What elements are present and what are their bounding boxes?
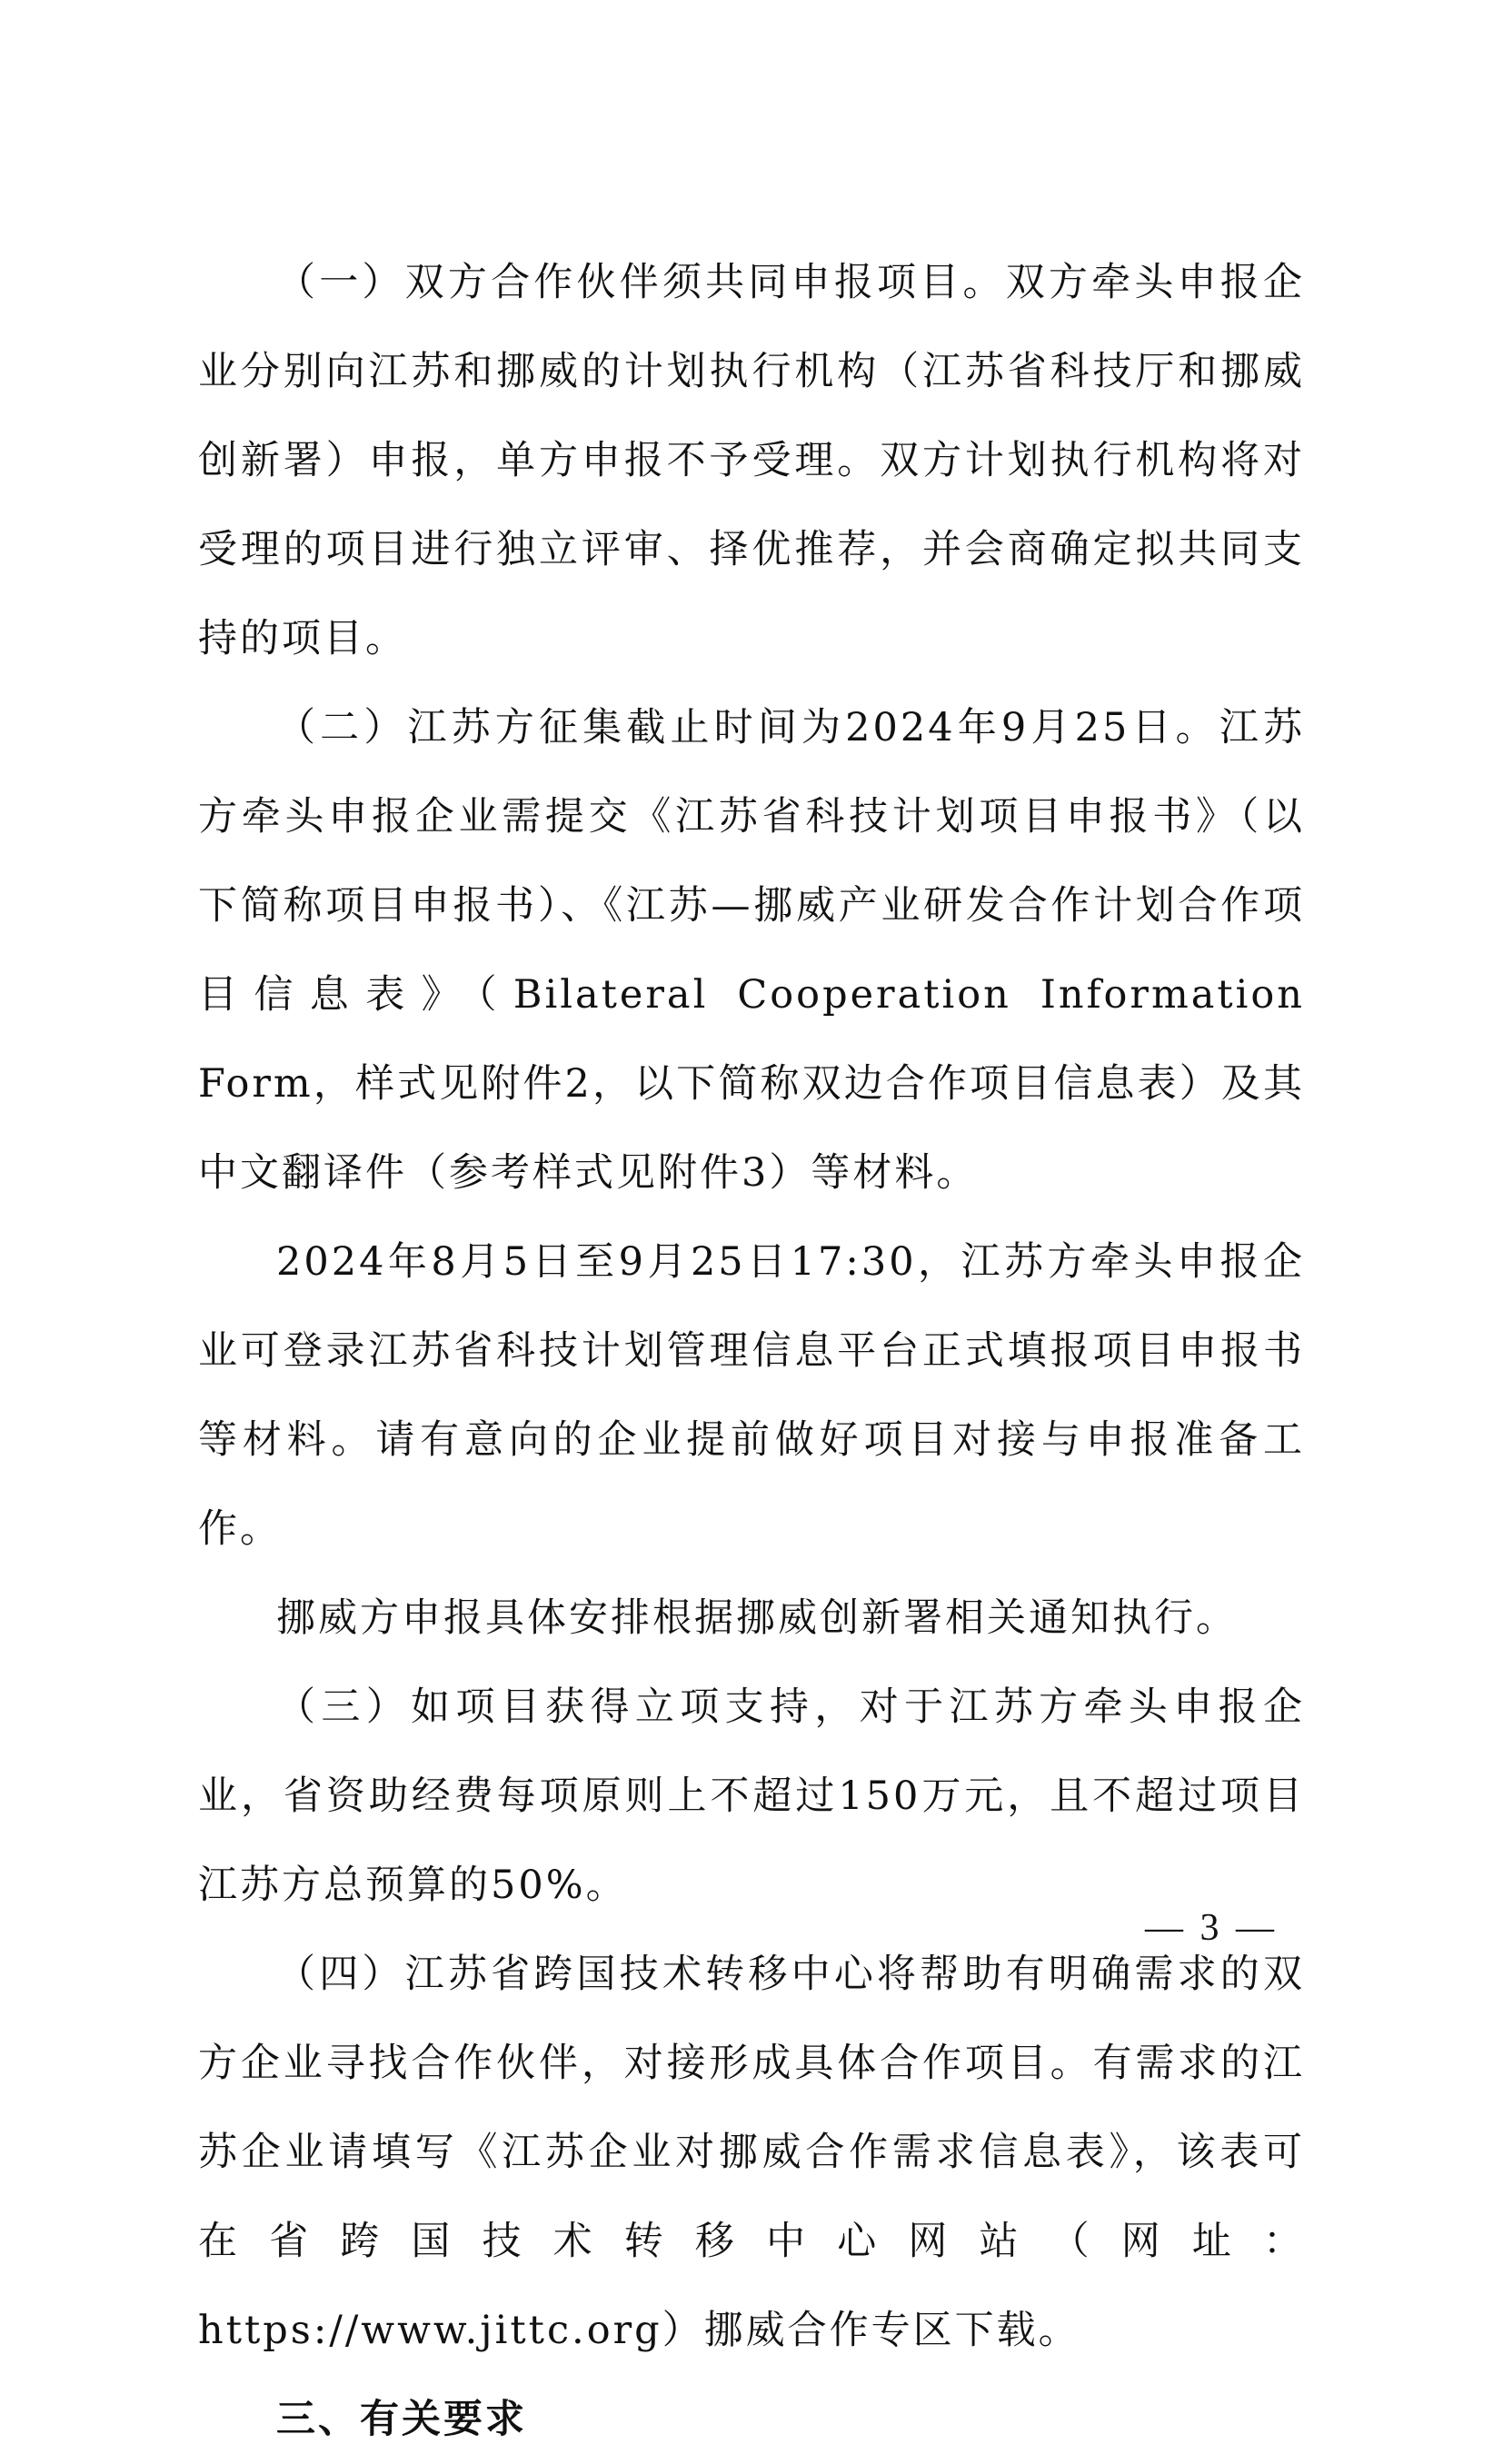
- paragraph-item-3: 2024年8月5日至9月25日17:30，江苏方牵头申报企业可登录江苏省科技计划管理信息平台正式填报项目申报书等材料。请有意向的企业提前做好项目对接与申报准备工作。: [198, 1239, 1305, 1552]
- paragraph-item-5: （三）如项目获得立项支持，对于江苏方牵头申报企业，省资助经费每项原则上不超过150万元，且不超过项目江苏方总预算的50%。: [198, 1684, 1305, 1908]
- paragraph-item-4: 挪威方申报具体安排根据挪威创新署相关通知执行。: [276, 1595, 1238, 1641]
- paragraph-item-2: （二）江苏方征集截止时间为2024年9月25日。江苏方牵头申报企业需提交《江苏省科技计划项目申报书》（以下简称项目申报书）、《江苏—挪威产业研发合作计划合作项目信息表》（Bilateral Cooperation Information Form，样式见附件2，以下简称双边合作项目信息表）及其中文翻译件（参考样式见附件3）等材料。: [198, 705, 1305, 1196]
- paragraph-item-6: （四）江苏省跨国技术转移中心将帮助有明确需求的双方企业寻找合作伙伴，对接形成具体合作项目。有需求的江苏企业请填写《江苏企业对挪威合作需求信息表》，该表可在省跨国技术转移中心网站（网址：https://www.jittc.org）挪威合作专区下载。: [198, 1952, 1305, 2353]
- page-number: — 3 —: [1145, 1907, 1278, 1949]
- document-body: [198, 238, 1305, 2464]
- section-heading: 三、有关要求: [276, 2397, 527, 2442]
- paragraph-item-1: （一）双方合作伙伴须共同申报项目。双方牵头申报企业分别向江苏和挪威的计划执行机构（江苏省科技厅和挪威创新署）申报，单方申报不予受理。双方计划执行机构将对受理的项目进行独立评审、择优推荐，并会商确定拟共同支持的项目。: [198, 260, 1305, 661]
